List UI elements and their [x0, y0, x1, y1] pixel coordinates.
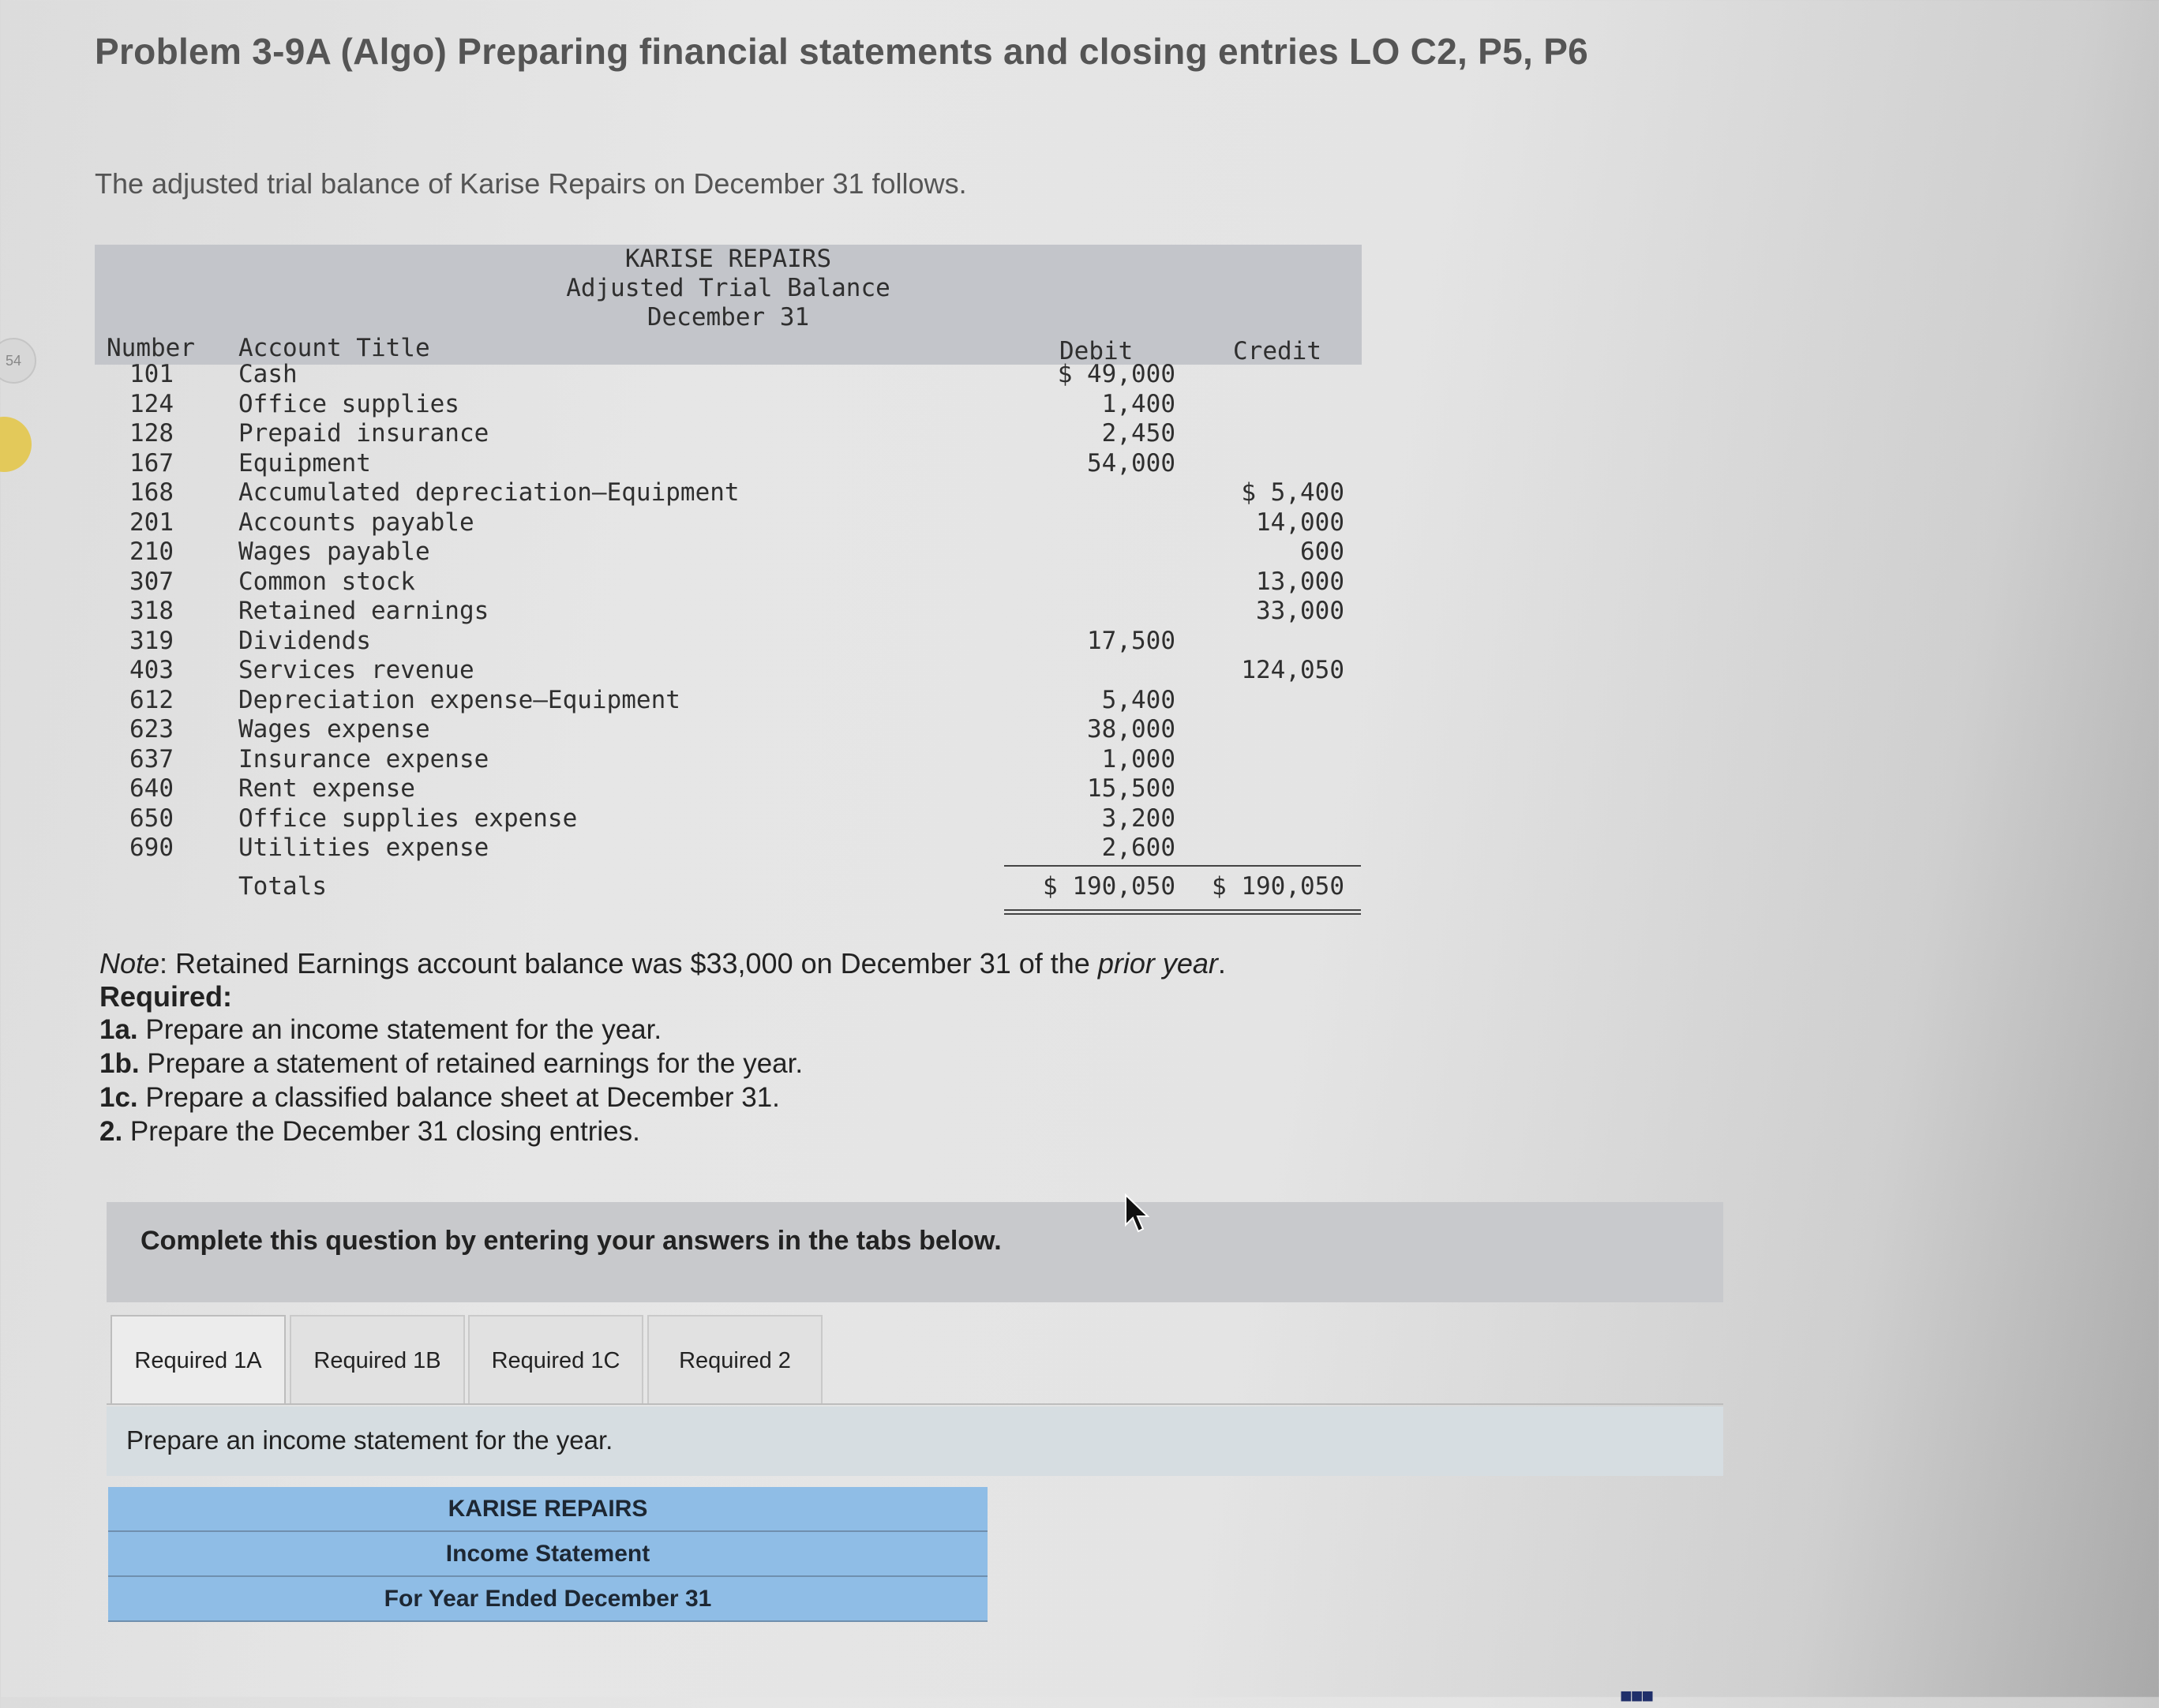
debit-amount: 54,000: [1087, 448, 1175, 478]
tb-statement-name: Adjusted Trial Balance: [566, 274, 890, 302]
income-statement-title: Income Statement: [108, 1532, 988, 1577]
required-label: 1b.: [99, 1048, 140, 1079]
credit-amount: 14,000: [1256, 508, 1344, 537]
column-header-number: Number: [107, 334, 195, 362]
mouse-pointer-icon: [1124, 1193, 1151, 1238]
account-title: Wages expense: [238, 715, 430, 744]
trial-balance-row: [95, 627, 1362, 657]
account-title: Wages payable: [238, 537, 430, 566]
account-number: 637: [129, 744, 174, 773]
account-title: Equipment: [238, 448, 371, 478]
account-number: 623: [129, 715, 174, 744]
required-text: Prepare the December 31 closing entries.: [122, 1116, 640, 1147]
side-badge: 54: [0, 338, 36, 384]
income-statement-company: KARISE REPAIRS: [108, 1487, 988, 1532]
account-title: Utilities expense: [238, 833, 489, 862]
trial-balance-row: [95, 537, 1362, 567]
account-number: 319: [129, 626, 174, 655]
credit-amount: 600: [1300, 537, 1344, 566]
trial-balance-row: [95, 833, 1362, 863]
tb-date: December 31: [647, 303, 810, 331]
account-number: 210: [129, 537, 174, 566]
instruction-text: Prepare an income statement for the year.: [126, 1425, 613, 1455]
debit-amount: $ 49,000: [1057, 360, 1175, 388]
credit-amount: 13,000: [1256, 567, 1344, 596]
debit-amount: 1,000: [1101, 744, 1175, 773]
complete-banner: [107, 1202, 1723, 1302]
required-heading: Required:: [99, 980, 233, 1013]
credit-amount: 33,000: [1256, 597, 1344, 625]
debit-amount: 1,400: [1101, 389, 1175, 418]
account-title: Insurance expense: [238, 744, 489, 773]
trial-balance-row: [95, 508, 1362, 538]
column-header-account-title: Account Title: [238, 334, 430, 362]
trial-balance-row: [95, 449, 1362, 479]
account-number: 128: [129, 419, 174, 448]
double-rule-bottom: [1004, 913, 1361, 915]
trial-balance-row: [95, 656, 1362, 686]
debit-amount: 2,450: [1101, 419, 1175, 448]
required-item: [99, 1082, 780, 1114]
problem-title: Problem 3-9A (Algo) Preparing financial statements and closing entries LO C2, P5, P6: [95, 31, 1589, 72]
account-number: 640: [129, 774, 174, 803]
account-number: 168: [129, 478, 174, 507]
instruction-bar: [107, 1406, 1723, 1476]
double-rule-top: [1004, 909, 1361, 911]
tab-required-1b[interactable]: Required 1B: [290, 1315, 465, 1403]
required-text: Prepare a classified balance sheet at December 31.: [137, 1082, 780, 1113]
account-title: Rent expense: [238, 774, 415, 803]
adjusted-trial-balance: [95, 245, 1362, 916]
account-number: 124: [129, 389, 174, 418]
account-title: Retained earnings: [238, 597, 489, 625]
debit-amount: 15,500: [1087, 774, 1175, 803]
tab-required-1c[interactable]: Required 1C: [468, 1315, 643, 1403]
note-text: : Retained Earnings account balance was $33,000 on December 31 of the: [159, 947, 1098, 979]
trial-balance-row: [95, 567, 1362, 597]
account-title: Accounts payable: [238, 508, 474, 537]
account-number: 650: [129, 803, 174, 833]
side-indicator-dot: [0, 417, 32, 472]
trial-balance-header: [95, 245, 1362, 365]
note-italic: prior year: [1097, 947, 1218, 979]
note: [99, 947, 1226, 980]
account-number: 201: [129, 508, 174, 537]
account-number: 403: [129, 656, 174, 684]
account-title: Accumulated depreciation—Equipment: [238, 478, 740, 507]
problem-intro: The adjusted trial balance of Karise Repairs on December 31 follows.: [95, 167, 967, 200]
required-item: [99, 1116, 640, 1148]
total-credit: $ 190,050: [1212, 872, 1344, 901]
account-title: Common stock: [238, 567, 415, 596]
trial-balance-row: [95, 360, 1362, 390]
account-title: Prepaid insurance: [238, 419, 489, 448]
account-number: 612: [129, 685, 174, 714]
account-number: 167: [129, 448, 174, 478]
trial-balance-row: [95, 686, 1362, 716]
account-title: Cash: [238, 360, 298, 388]
required-text: Prepare a statement of retained earnings for the year.: [139, 1048, 804, 1079]
required-label: 1c.: [99, 1082, 138, 1113]
account-number: 318: [129, 597, 174, 625]
required-text: Prepare an income statement for the year.: [137, 1014, 662, 1045]
account-title: Depreciation expense—Equipment: [238, 685, 680, 714]
account-number: 307: [129, 567, 174, 596]
complete-banner-text: Complete this question by entering your answers in the tabs below.: [141, 1226, 1002, 1256]
required-label: 2.: [99, 1116, 123, 1147]
required-item: [99, 1048, 803, 1080]
required-label: 1a.: [99, 1014, 138, 1045]
debit-amount: 3,200: [1101, 803, 1175, 833]
trial-balance-row: [95, 804, 1362, 834]
trial-balance-row: [95, 478, 1362, 508]
debit-amount: 17,500: [1087, 626, 1175, 655]
totals-label: Totals: [238, 872, 327, 901]
trial-balance-row: [95, 715, 1362, 745]
account-number: 101: [129, 360, 174, 388]
tab-required-1a[interactable]: Required 1A: [111, 1315, 286, 1403]
account-title: Dividends: [238, 626, 371, 655]
tb-company: KARISE REPAIRS: [624, 245, 832, 273]
account-title: Office supplies expense: [238, 803, 578, 833]
note-label: Note: [99, 947, 160, 979]
totals-row: [95, 872, 1362, 902]
income-statement-period: For Year Ended December 31: [108, 1577, 988, 1622]
income-statement-table: [108, 1487, 988, 1622]
debit-amount: 5,400: [1101, 685, 1175, 714]
account-title: Office supplies: [238, 389, 459, 418]
trial-balance-row: [95, 419, 1362, 449]
account-number: 690: [129, 833, 174, 862]
trial-balance-row: [95, 390, 1362, 420]
trial-balance-row: [95, 745, 1362, 775]
required-item: [99, 1014, 662, 1046]
debit-amount: 38,000: [1087, 715, 1175, 744]
column-header-debit: Debit: [1059, 337, 1134, 365]
trial-balance-row: [95, 597, 1362, 627]
tab-required-2[interactable]: Required 2: [647, 1315, 823, 1403]
column-header-credit: Credit: [1233, 337, 1321, 365]
debit-amount: 2,600: [1101, 833, 1175, 862]
more-icon[interactable]: ■■■: [1620, 1684, 1653, 1707]
account-title: Services revenue: [238, 656, 474, 684]
credit-amount: 124,050: [1241, 656, 1344, 684]
total-debit: $ 190,050: [1043, 872, 1175, 901]
tab-divider: [107, 1403, 1723, 1405]
credit-amount: $ 5,400: [1241, 478, 1344, 507]
trial-balance-row: [95, 774, 1362, 804]
note-end: .: [1217, 947, 1226, 979]
totals-rule: [1004, 865, 1361, 867]
